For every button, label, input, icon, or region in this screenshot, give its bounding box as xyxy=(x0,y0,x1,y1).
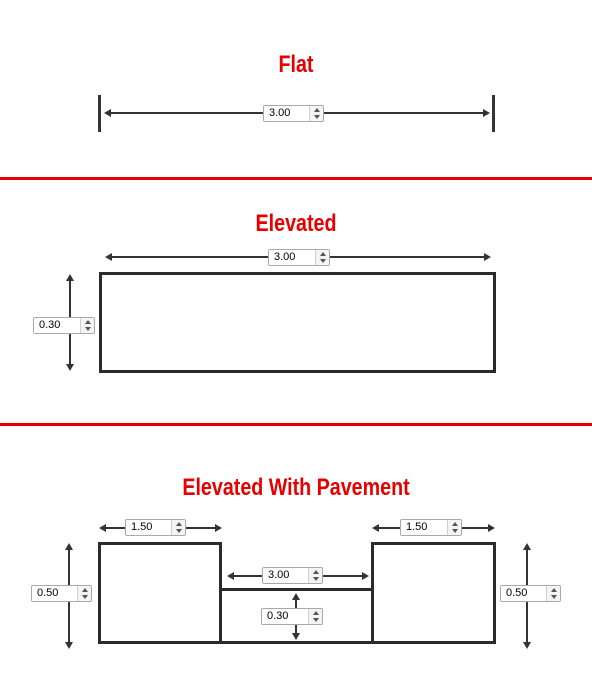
arrow-left-icon xyxy=(104,109,111,117)
arrow-up-icon xyxy=(66,274,74,281)
arrow-up-icon xyxy=(292,593,300,600)
arrow-right-icon xyxy=(215,524,222,532)
pavement-right-height-input[interactable] xyxy=(501,586,546,601)
elevated-height-spinbox[interactable] xyxy=(33,317,95,334)
triangle-down-icon[interactable] xyxy=(81,326,94,334)
arrow-up-icon xyxy=(523,543,531,550)
arrow-down-icon xyxy=(65,642,73,649)
pavement-center-height-input[interactable] xyxy=(262,609,308,624)
arrow-down-icon xyxy=(292,633,300,640)
pavement-center-bottom-edge xyxy=(219,641,374,644)
triangle-up-icon[interactable] xyxy=(448,520,461,528)
spin-buttons xyxy=(308,609,322,624)
spin-buttons xyxy=(315,250,329,265)
triangle-up-icon[interactable] xyxy=(310,106,323,114)
elevated-width-input[interactable] xyxy=(269,250,315,265)
spin-buttons xyxy=(447,520,461,535)
spin-buttons xyxy=(309,106,323,121)
pavement-left-block-shape xyxy=(98,542,222,644)
arrow-down-icon xyxy=(66,364,74,371)
triangle-down-icon[interactable] xyxy=(172,528,185,536)
elevated-width-spinbox[interactable] xyxy=(268,249,330,266)
triangle-down-icon[interactable] xyxy=(78,594,91,602)
arrow-left-icon xyxy=(227,572,234,580)
pavement-center-height-spinbox[interactable] xyxy=(261,608,323,625)
pavement-right-width-input[interactable] xyxy=(401,520,447,535)
triangle-down-icon[interactable] xyxy=(309,576,322,584)
pavement-left-width-input[interactable] xyxy=(126,520,171,535)
spin-buttons xyxy=(546,586,560,601)
triangle-down-icon[interactable] xyxy=(547,594,560,602)
pavement-center-width-spinbox[interactable] xyxy=(262,567,323,584)
triangle-up-icon[interactable] xyxy=(309,568,322,576)
triangle-up-icon[interactable] xyxy=(309,609,322,617)
pavement-left-height-input[interactable] xyxy=(32,586,77,601)
elevated-title: Elevated xyxy=(255,210,337,237)
section-divider xyxy=(0,423,592,426)
spin-buttons xyxy=(171,520,185,535)
arrow-right-icon xyxy=(488,524,495,532)
pavement-title: Elevated With Pavement xyxy=(182,474,410,501)
arrow-right-icon xyxy=(362,572,369,580)
spin-buttons xyxy=(80,318,94,333)
pavement-right-height-spinbox[interactable] xyxy=(500,585,561,602)
elevated-block-shape xyxy=(99,272,496,373)
pavement-center-width-input[interactable] xyxy=(263,568,308,583)
flat-left-tick xyxy=(98,95,101,132)
flat-title: Flat xyxy=(278,51,314,78)
triangle-down-icon[interactable] xyxy=(316,258,329,266)
pavement-left-width-spinbox[interactable] xyxy=(125,519,186,536)
pavement-right-width-spinbox[interactable] xyxy=(400,519,462,536)
elevated-height-input[interactable] xyxy=(34,318,80,333)
triangle-up-icon[interactable] xyxy=(81,318,94,326)
pavement-center-top-edge xyxy=(219,588,374,591)
triangle-down-icon[interactable] xyxy=(310,114,323,122)
spin-buttons xyxy=(77,586,91,601)
triangle-up-icon[interactable] xyxy=(547,586,560,594)
spin-buttons xyxy=(308,568,322,583)
triangle-up-icon[interactable] xyxy=(78,586,91,594)
arrow-left-icon xyxy=(99,524,106,532)
arrow-down-icon xyxy=(523,642,531,649)
arrow-right-icon xyxy=(483,109,490,117)
pavement-left-height-spinbox[interactable] xyxy=(31,585,92,602)
flat-right-tick xyxy=(492,95,495,132)
pavement-right-block-shape xyxy=(371,542,496,644)
section-divider xyxy=(0,177,592,180)
triangle-up-icon[interactable] xyxy=(172,520,185,528)
triangle-down-icon[interactable] xyxy=(448,528,461,536)
arrow-right-icon xyxy=(484,253,491,261)
arrow-left-icon xyxy=(372,524,379,532)
triangle-down-icon[interactable] xyxy=(309,617,322,625)
arrow-up-icon xyxy=(65,543,73,550)
triangle-up-icon[interactable] xyxy=(316,250,329,258)
flat-width-input[interactable] xyxy=(264,106,309,121)
arrow-left-icon xyxy=(105,253,112,261)
flat-width-spinbox[interactable] xyxy=(263,105,324,122)
